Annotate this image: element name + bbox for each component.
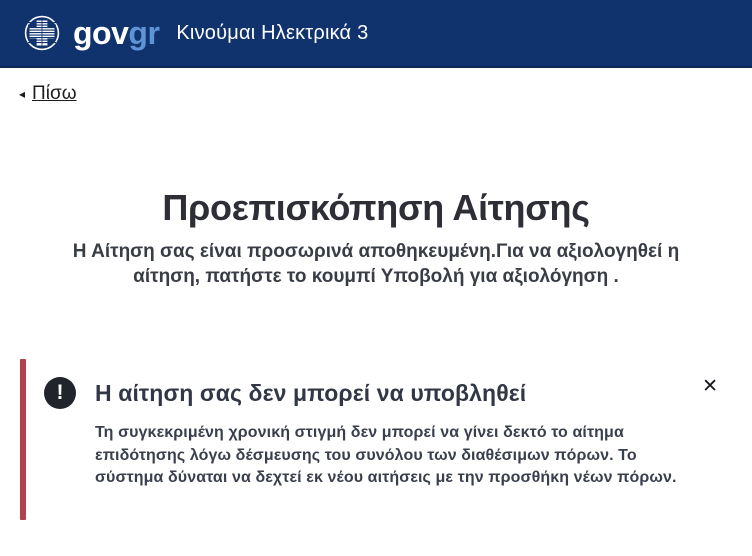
alert-title: Η αίτηση σας δεν μπορεί να υποβληθεί [95, 379, 527, 406]
back-link-label: Πίσω [32, 83, 77, 104]
page-subtitle: Η Αίτηση σας είναι προσωρινά αποθηκευμένη.Για να αξιολογηθεί η αίτηση, πατήστε το κουμπί Υποβολή για αξιολόγηση . [72, 241, 680, 287]
alert-accent-bar [20, 359, 26, 519]
govgr-wordmark [73, 17, 159, 49]
error-exclamation-icon: ! [44, 377, 76, 409]
gov-header [0, 0, 752, 68]
back-row [0, 68, 752, 105]
govgr-logo-link[interactable] [24, 15, 159, 51]
app-title: Κινούμαι Ηλεκτρικά 3 [176, 21, 369, 44]
alert-header [44, 377, 696, 409]
alert-body: Τη συγκεκριμένη χρονική στιγμή δεν μπορεί να γίνει δεκτό το αίτημα επιδότησης λόγω δέσμευσης του συνόλου των διαθέσιμων πόρων. Το σύστημα δύναται να δεχτεί εκ νέου αιτήσεις με την προσθήκη νέων πόρων. [95, 424, 677, 487]
close-icon[interactable]: ✕ [698, 373, 722, 400]
page-title: Προεπισκόπηση Αίτησης [162, 187, 590, 228]
greek-emblem-icon [24, 15, 60, 51]
wordmark-gr: gr [128, 15, 160, 51]
wordmark-gov: gov [73, 15, 129, 51]
back-link[interactable] [19, 83, 77, 105]
error-alert [20, 359, 740, 519]
main-content [0, 187, 752, 520]
back-arrow-icon: ◂ [19, 87, 26, 101]
